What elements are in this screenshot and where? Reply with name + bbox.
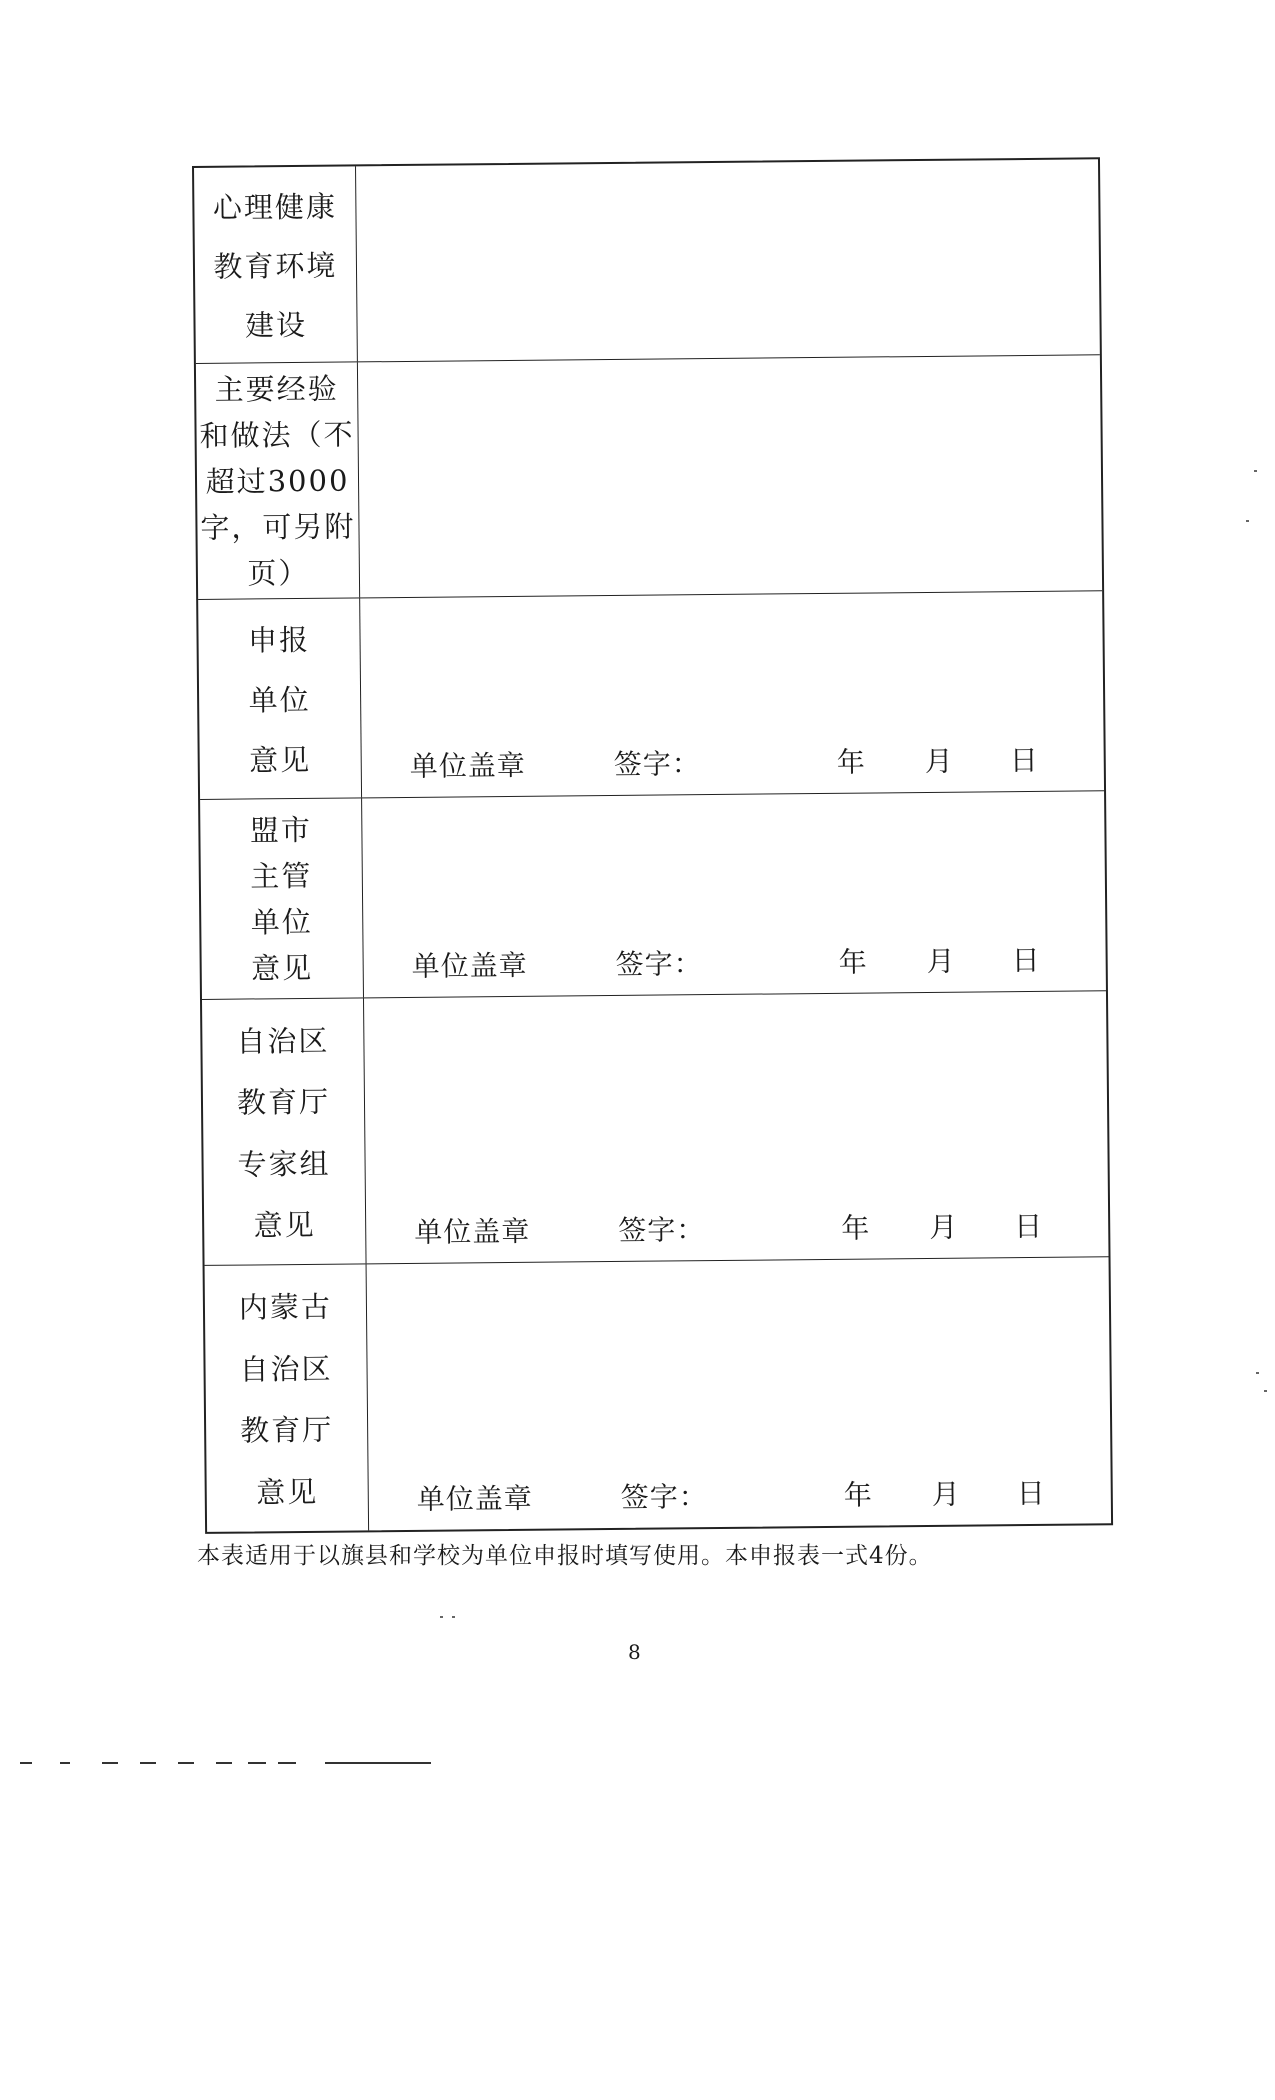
month-label: 月 bbox=[929, 1210, 959, 1244]
month-label: 月 bbox=[926, 944, 956, 978]
label-line: 主要经验 bbox=[214, 371, 339, 407]
day-label: 日 bbox=[1011, 943, 1041, 978]
seal-label: 单位盖章 bbox=[416, 1481, 533, 1516]
year-label: 年 bbox=[843, 1478, 873, 1512]
signature-line bbox=[363, 938, 1105, 985]
signature-label: 签字： bbox=[620, 1480, 708, 1514]
signature-line bbox=[366, 1204, 1108, 1251]
scan-speck bbox=[1256, 1372, 1259, 1374]
label-line: 心理健康 bbox=[212, 189, 338, 225]
row-label bbox=[194, 166, 358, 363]
content-field-department-opinion[interactable] bbox=[367, 1257, 1112, 1530]
year-label: 年 bbox=[836, 745, 866, 779]
row-label bbox=[196, 362, 360, 599]
row-label bbox=[198, 598, 362, 799]
label-line: 主管 bbox=[250, 858, 313, 893]
scan-speck bbox=[1254, 470, 1257, 472]
label-line: 自治区 bbox=[239, 1351, 333, 1387]
year-label: 年 bbox=[841, 1211, 871, 1245]
label-line: 盟市 bbox=[249, 812, 313, 847]
day-label: 日 bbox=[1016, 1476, 1046, 1511]
label-line: 意见 bbox=[249, 742, 312, 778]
content-field-experience[interactable] bbox=[358, 355, 1102, 597]
content-field-applicant-opinion[interactable] bbox=[360, 591, 1104, 797]
seal-label: 单位盖章 bbox=[411, 948, 528, 983]
scan-speck bbox=[452, 1616, 455, 1618]
row-label bbox=[205, 1264, 370, 1532]
label-line: 教育厅 bbox=[236, 1085, 331, 1120]
row-label bbox=[202, 998, 367, 1265]
scan-speck bbox=[1264, 1390, 1267, 1392]
row-label bbox=[200, 798, 364, 999]
form-row-department-opinion bbox=[205, 1257, 1112, 1532]
label-line: 教育厅 bbox=[239, 1412, 334, 1448]
form-row-environment bbox=[194, 159, 1100, 364]
seal-label: 单位盖章 bbox=[409, 748, 526, 783]
signature-label: 签字： bbox=[618, 1213, 706, 1247]
signature-line bbox=[362, 738, 1104, 785]
form-row-experience bbox=[196, 355, 1102, 600]
form-row-league-city-opinion bbox=[200, 791, 1106, 1000]
label-line: 字，可另附 bbox=[200, 508, 356, 545]
form-row-expert-opinion bbox=[202, 991, 1109, 1266]
scan-speck bbox=[1246, 520, 1249, 522]
label-line: 意见 bbox=[251, 950, 314, 985]
form-row-applicant-opinion bbox=[198, 591, 1104, 800]
label-line: 自治区 bbox=[236, 1023, 330, 1059]
label-line: 教育环境 bbox=[213, 248, 338, 284]
label-line: 意见 bbox=[253, 1207, 316, 1243]
seal-label: 单位盖章 bbox=[414, 1214, 531, 1249]
label-line: 申报 bbox=[247, 622, 311, 658]
form-footnote: 本表适用于以旗县和学校为单位申报时填写使用。本申报表一式4份。 bbox=[197, 1543, 933, 1569]
signature-label: 签字： bbox=[615, 947, 703, 981]
label-line: 页） bbox=[247, 555, 310, 590]
month-label: 月 bbox=[924, 744, 954, 778]
year-label: 年 bbox=[838, 945, 868, 979]
month-label: 月 bbox=[931, 1477, 961, 1511]
label-line: 专家组 bbox=[237, 1146, 331, 1182]
scan-dash-marks bbox=[20, 1762, 440, 1766]
label-line: 内蒙古 bbox=[238, 1290, 333, 1325]
signature-line bbox=[369, 1471, 1111, 1518]
page-number: 8 bbox=[628, 1640, 641, 1664]
label-line: 单位 bbox=[248, 682, 311, 718]
content-field-league-city-opinion[interactable] bbox=[362, 791, 1106, 997]
day-label: 日 bbox=[1014, 1209, 1044, 1244]
day-label: 日 bbox=[1009, 743, 1039, 778]
content-field-expert-opinion[interactable] bbox=[364, 991, 1109, 1263]
scan-speck bbox=[440, 1616, 443, 1618]
label-line: 意见 bbox=[256, 1474, 319, 1510]
label-line: 和做法（不 bbox=[199, 416, 355, 453]
application-form-table bbox=[192, 157, 1113, 1534]
signature-label: 签字： bbox=[613, 747, 701, 781]
label-line: 超过3000 bbox=[205, 463, 350, 499]
label-line: 建设 bbox=[244, 307, 308, 343]
content-field-environment[interactable] bbox=[356, 159, 1100, 361]
label-line: 单位 bbox=[250, 904, 313, 939]
